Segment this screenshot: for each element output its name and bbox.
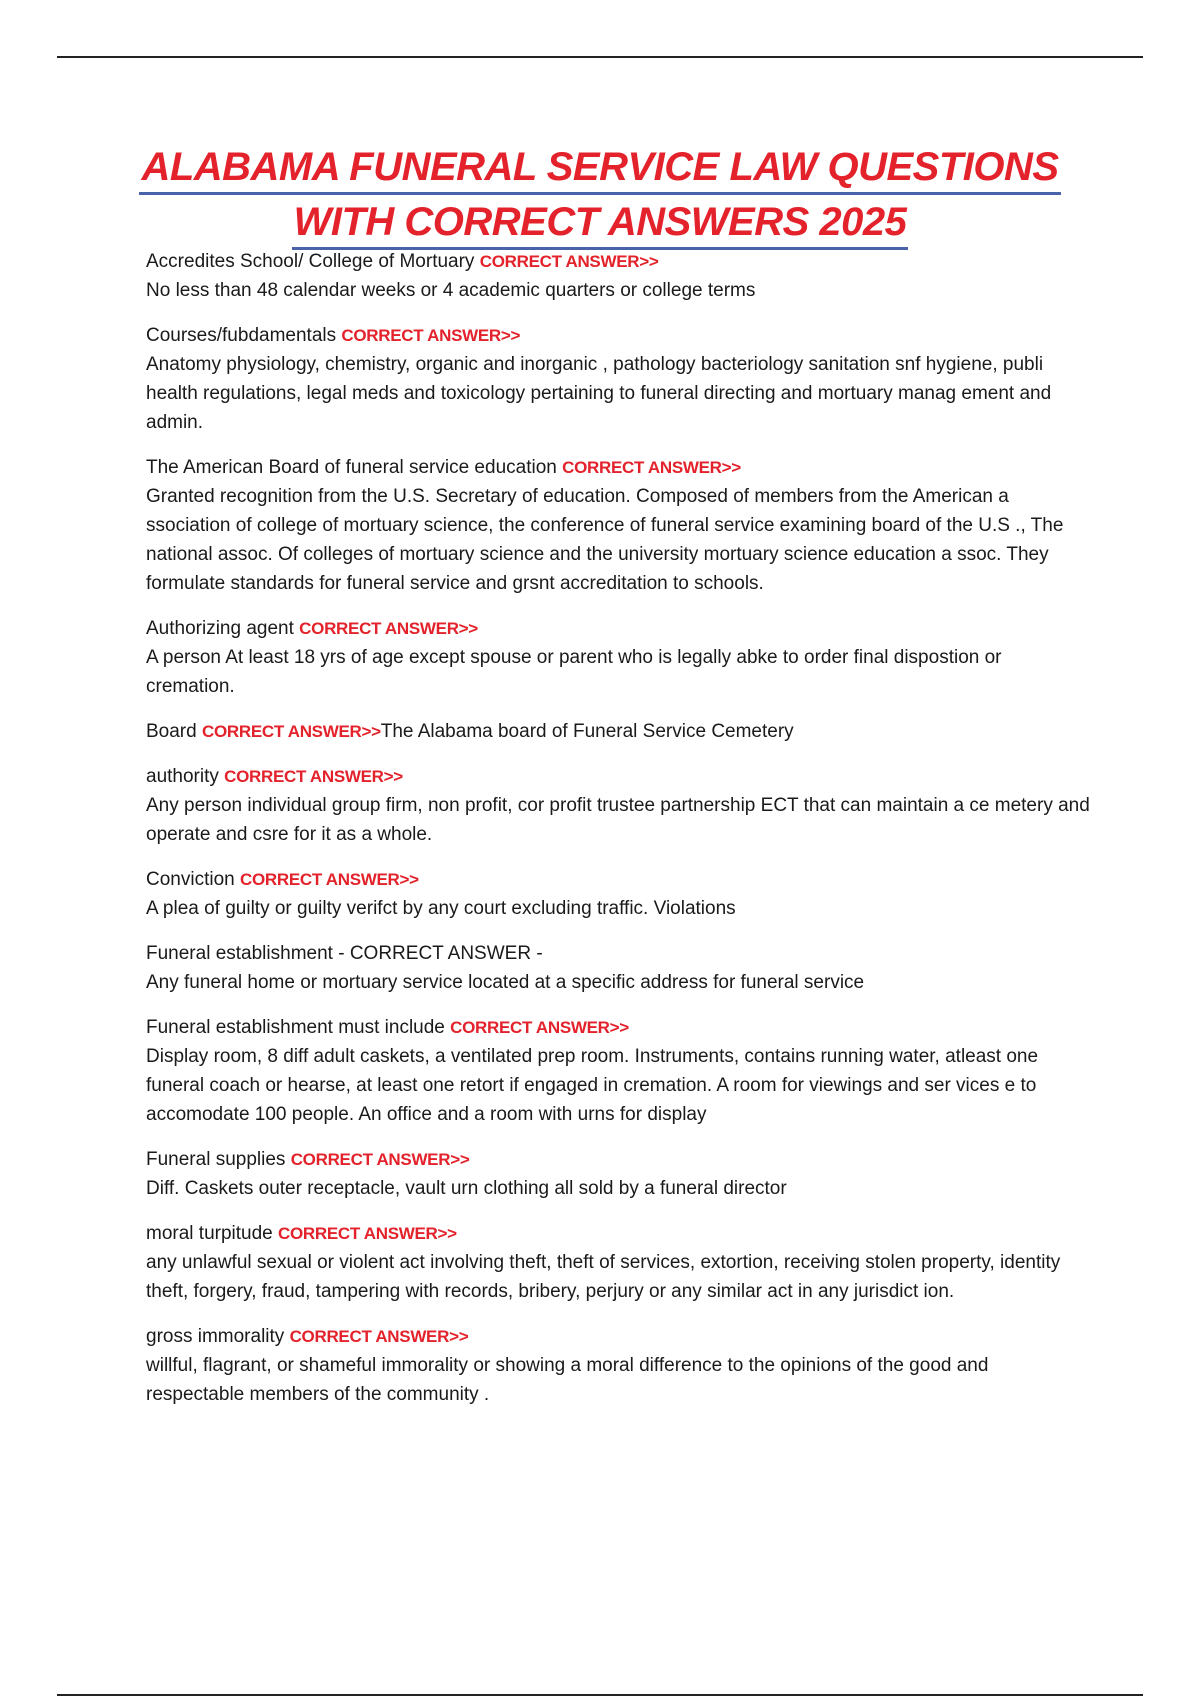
qa-item <box>146 939 1091 997</box>
answer-marker: CORRECT ANSWER>> <box>224 767 403 786</box>
answer-marker-plain: - CORRECT ANSWER - <box>338 943 543 964</box>
answer-marker: CORRECT ANSWER>> <box>240 870 419 889</box>
qa-item <box>146 614 1091 701</box>
answer-marker: CORRECT ANSWER>> <box>299 619 478 638</box>
question-text: Conviction <box>146 869 240 890</box>
title-line-1: ALABAMA FUNERAL SERVICE LAW QUESTIONS <box>139 142 1060 195</box>
answer-marker: CORRECT ANSWER>> <box>562 458 741 477</box>
answer-marker: CORRECT ANSWER>> <box>289 1327 469 1346</box>
question-text: authority <box>146 766 225 787</box>
answer-text: A plea of guilty or guilty verifct by any court excluding traffic. Violations <box>146 898 736 919</box>
answer-text: Granted recognition from the U.S. Secretary of education. Composed of members from the American a ssociation of college of mortuary science, the conference of funeral service examining board of the U.S ., The national assoc. Of colleges of mortuary science and the university mortuary science education a ssoc. They formulate standards for funeral service and grsnt accreditation to schools. <box>146 486 1064 594</box>
question <box>146 1322 1091 1351</box>
question-text: Funeral supplies <box>146 1149 291 1170</box>
answer-marker: CORRECT ANSWER>> <box>479 252 659 271</box>
answer-text: Diff. Caskets outer receptacle, vault urn clothing all sold by a funeral director <box>146 1178 787 1199</box>
question <box>146 614 1091 643</box>
question-text: Funeral establishment must include <box>146 1017 451 1038</box>
answer-text: A person At least 18 yrs of age except spouse or parent who is legally abke to order final dispostion or cremation. <box>146 647 1002 697</box>
question <box>146 762 1091 791</box>
question <box>146 453 1091 482</box>
question <box>146 1145 1091 1174</box>
answer-text: Display room, 8 diff adult caskets, a ventilated prep room. Instruments, contains running water, atleast one funeral coach or hearse, at least one retort if engaged in cremation. A room for viewings and ser vices e to accomodate 100 people. An office and a room with urns for display <box>146 1046 1039 1125</box>
question-text: Courses/fubdamentals <box>146 325 342 346</box>
answer-marker: CORRECT ANSWER>> <box>341 326 521 345</box>
answer-text: Anatomy physiology, chemistry, organic and inorganic , pathology bacteriology sanitation snf hygiene, publi health regulations, legal meds and toxicology pertaining to funeral directing and mortuary manag ement and admin. <box>146 354 1052 433</box>
qa-item <box>146 1322 1091 1409</box>
answer-text-inline: The Alabama board of Funeral Service Cemetery <box>380 721 794 742</box>
answer-marker: CORRECT ANSWER>> <box>201 722 381 741</box>
answer-text: any unlawful sexual or violent act involving theft, theft of services, extortion, receiving stolen property, identity theft, forgery, fraud, tampering with records, bribery, perjury or any similar act in any jurisdict ion. <box>146 1252 1061 1302</box>
qa-item <box>146 321 1091 437</box>
question-text: The American Board of funeral service education <box>146 457 563 478</box>
qa-item <box>146 865 1091 923</box>
question <box>146 717 1091 746</box>
answer-marker: CORRECT ANSWER>> <box>290 1150 470 1169</box>
answer-text: Any person individual group firm, non profit, cor profit trustee partnership ECT that can maintain a ce metery and operate and csre for it as a whole. <box>146 795 1090 845</box>
qa-list <box>146 247 1091 1425</box>
qa-item <box>146 1219 1091 1306</box>
document-title <box>0 142 1200 250</box>
answer-text: No less than 48 calendar weeks or 4 academic quarters or college terms <box>146 280 756 301</box>
question-text: Authorizing agent <box>146 618 300 639</box>
qa-item <box>146 762 1091 849</box>
answer-marker: CORRECT ANSWER>> <box>278 1224 457 1243</box>
bottom-rule <box>57 1694 1143 1696</box>
answer-text: willful, flagrant, or shameful immorality or showing a moral difference to the opinions of the good and respectable members of the community . <box>146 1355 989 1405</box>
question <box>146 939 1091 968</box>
qa-item <box>146 1013 1091 1129</box>
title-line-2: WITH CORRECT ANSWERS 2025 <box>292 197 909 250</box>
question <box>146 247 1091 276</box>
qa-item <box>146 247 1091 305</box>
qa-item <box>146 717 1091 746</box>
question-text: Funeral establishment <box>146 943 339 964</box>
question-text: moral turpitude <box>146 1223 279 1244</box>
question <box>146 321 1091 350</box>
question-text: gross immorality <box>146 1326 290 1347</box>
question-text: Accredites School/ College of Mortuary <box>146 251 480 272</box>
qa-item <box>146 1145 1091 1203</box>
question <box>146 1013 1091 1042</box>
top-rule <box>57 56 1143 58</box>
question <box>146 865 1091 894</box>
answer-text: Any funeral home or mortuary service located at a specific address for funeral service <box>146 972 865 993</box>
answer-marker: CORRECT ANSWER>> <box>450 1018 629 1037</box>
qa-item <box>146 453 1091 598</box>
question <box>146 1219 1091 1248</box>
question-text: Board <box>146 721 202 742</box>
